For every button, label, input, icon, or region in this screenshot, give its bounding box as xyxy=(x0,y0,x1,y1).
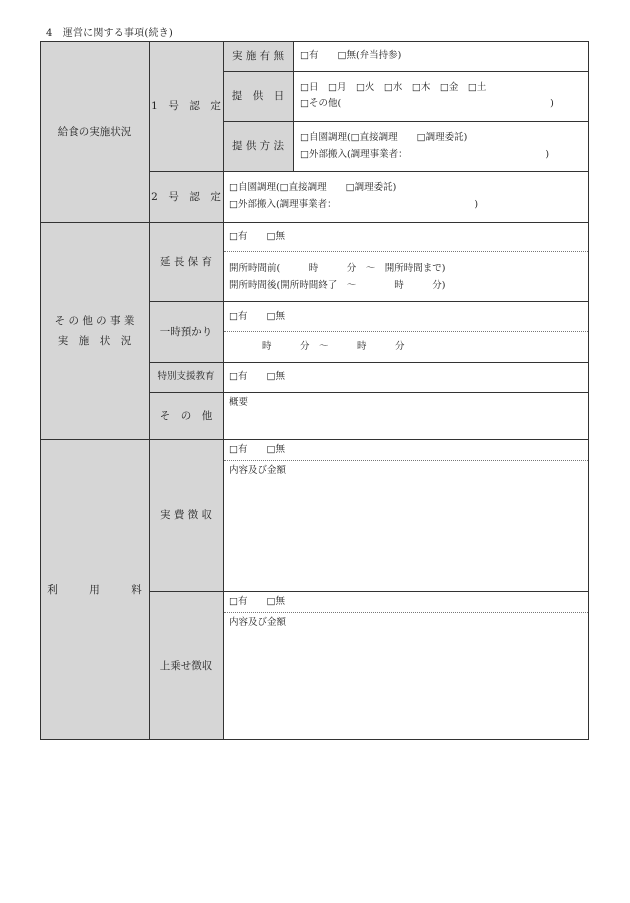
temp-yn[interactable]: □有 □無 xyxy=(229,311,285,322)
dotted-separator xyxy=(224,331,588,332)
other-category-label-2: 実 施 状 況 xyxy=(57,334,132,347)
table-border-bottom xyxy=(40,739,589,740)
type1-label: 1 号 認 定 xyxy=(151,100,221,112)
implemented-label: 実 施 有 無 xyxy=(231,50,284,62)
page-title: 4 運営に関する事項(続き) xyxy=(46,28,173,39)
method-external-field[interactable]: □外部搬入(調理事業者： ) xyxy=(300,149,550,160)
fee-category-label: 利 用 料 xyxy=(47,583,142,596)
actual-cost-cell xyxy=(149,439,223,591)
type2-cell xyxy=(149,171,223,222)
extra-detail-label: 内容及び金額 xyxy=(229,617,287,628)
meal-category-label: 給食の実施状況 xyxy=(57,125,132,138)
days-cell xyxy=(223,71,293,121)
others-label: そ の 他 xyxy=(159,409,213,422)
extended-after-field[interactable]: 開所時間後(開所時間終了 〜 時 分) xyxy=(229,280,446,291)
actual-cost-label: 実 費 徴 収 xyxy=(159,509,212,521)
type2-label: 2 号 認 定 xyxy=(151,190,221,203)
other-category-cell xyxy=(40,222,149,439)
extra-fee-label: 上乗せ徴収 xyxy=(159,659,213,672)
row-line xyxy=(149,171,589,172)
extended-care-cell xyxy=(149,222,223,301)
type2-external-field[interactable]: □外部搬入(調理事業者： ) xyxy=(229,199,479,210)
row-line xyxy=(40,222,589,223)
row-line xyxy=(223,121,589,122)
type1-cell xyxy=(149,41,223,171)
row-line xyxy=(149,591,589,592)
others-cell xyxy=(149,392,223,439)
method-cell xyxy=(223,121,293,171)
meal-category-cell xyxy=(40,41,149,222)
days-options[interactable]: □日 □月 □火 □水 □木 □金 □土 xyxy=(300,82,487,93)
extended-care-label: 延 長 保 育 xyxy=(159,255,212,268)
col-divider-2 xyxy=(223,41,224,740)
extended-before-field[interactable]: 開所時間前( 時 分 〜 開所時間まで) xyxy=(229,263,446,274)
fee-category-cell xyxy=(40,439,149,740)
row-line xyxy=(149,362,589,363)
extra-yn[interactable]: □有 □無 xyxy=(229,596,285,607)
actual-yn[interactable]: □有 □無 xyxy=(229,444,285,455)
implemented-options[interactable]: □有 □無(弁当持参) xyxy=(300,50,402,61)
dotted-separator xyxy=(224,612,588,613)
special-yn[interactable]: □有 □無 xyxy=(229,371,285,382)
dotted-separator xyxy=(224,251,588,252)
method-options[interactable]: □自園調理(□直接調理 □調理委託) xyxy=(300,132,468,143)
extra-fee-cell xyxy=(149,591,223,740)
row-line xyxy=(223,71,589,72)
table-border-left xyxy=(40,41,41,740)
implemented-cell xyxy=(223,41,293,71)
table-border-right xyxy=(588,41,589,740)
other-category-label-1: そ の 他 の 事 業 xyxy=(54,314,135,327)
col-divider-1 xyxy=(149,41,150,740)
actual-detail-label: 内容及び金額 xyxy=(229,465,287,476)
row-line xyxy=(40,439,589,440)
col-divider-3 xyxy=(293,41,294,171)
type2-method-options[interactable]: □自園調理(□直接調理 □調理委託) xyxy=(229,182,397,193)
special-edu-cell xyxy=(149,362,223,392)
temp-care-cell xyxy=(149,301,223,362)
days-label: 提 供 日 xyxy=(231,90,285,102)
summary-label: 概要 xyxy=(229,397,249,408)
temp-time-field[interactable]: 時 分 〜 時 分 xyxy=(262,341,405,352)
dotted-separator xyxy=(224,460,588,461)
days-other-field[interactable]: □その他( ) xyxy=(300,98,554,109)
special-edu-label: 特別支援教育 xyxy=(157,371,215,382)
row-line xyxy=(149,392,589,393)
row-line xyxy=(149,301,589,302)
table-border-top xyxy=(40,41,589,42)
temp-care-label: 一時預かり xyxy=(159,325,213,338)
extended-yn[interactable]: □有 □無 xyxy=(229,231,285,242)
method-label: 提 供 方 法 xyxy=(231,140,284,152)
